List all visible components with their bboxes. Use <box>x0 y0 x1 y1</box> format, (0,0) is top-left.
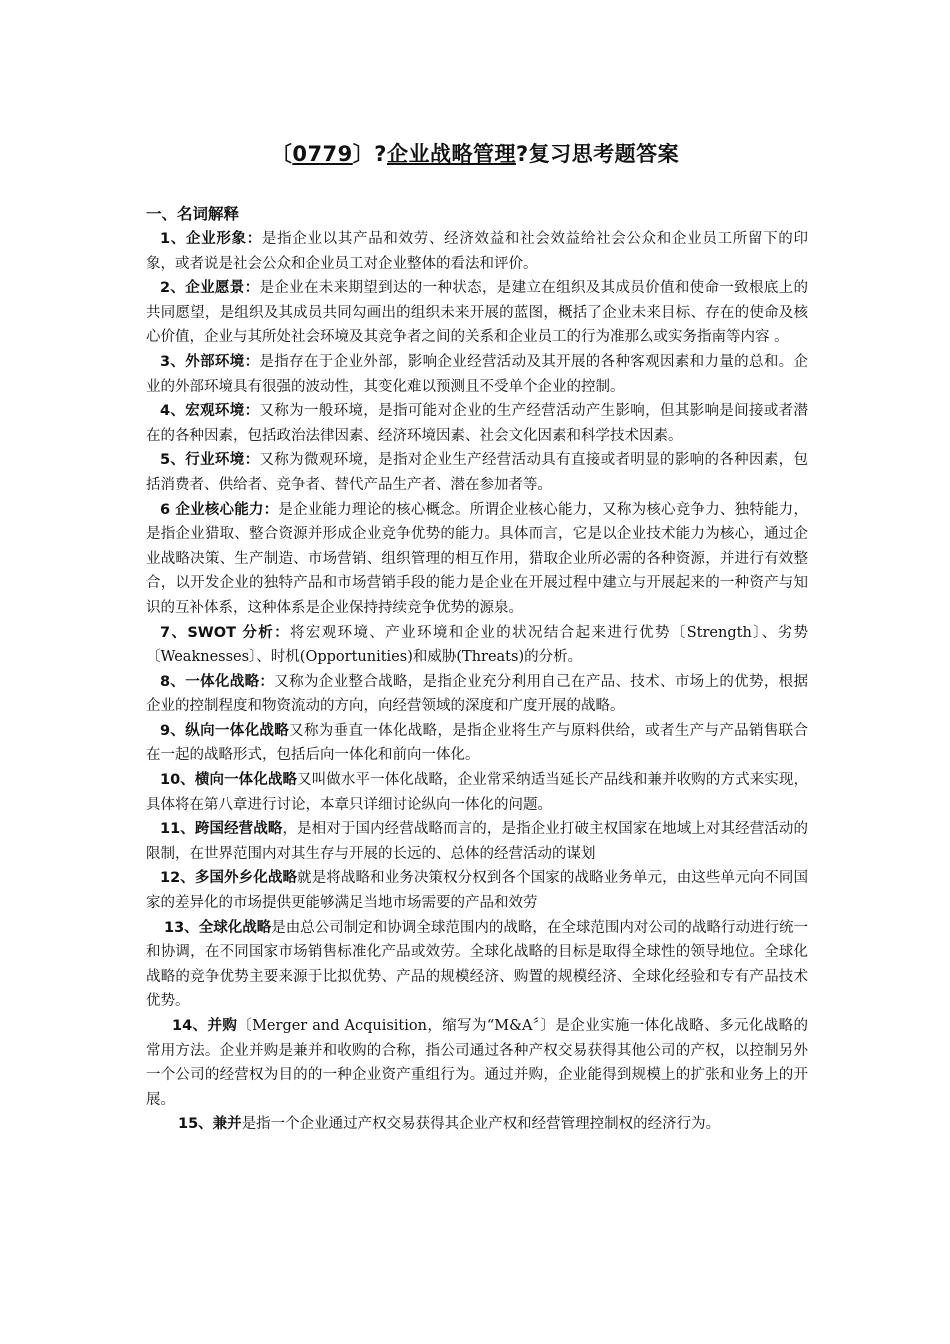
document-body <box>146 201 808 1137</box>
definition-entry <box>146 866 808 915</box>
definition-entry <box>146 916 808 1014</box>
definition-text: 是指企业以其产品和效劳、经济效益和社会效益给社会公众和企业员工所留下的印象，或者说是社会公众和企业员工对企业整体的看法和评价。 <box>146 231 808 272</box>
definition-text: 是企业能力理论的核心概念。所谓企业核心能力，又称为核心竞争力、独特能力，是指企业猎取、整合资源并形成企业竞争优势的能力。具体而言，它是以企业技术能力为核心，通过企业战略决策、生产制造、市场营销、组织管理的相互作用，猎取企业所必需的各种资源，并进行有效整合，以开发企业的独特产品和市场营销手段的能力是企业在开展过程中建立与开展起来的一种资产与知识的互补体系，这种体系是企业保持持续竞争优势的源泉。 <box>146 501 809 616</box>
definition-term: 8、一体化战略： <box>160 673 275 690</box>
definition-term: 1、企业形象： <box>160 231 262 247</box>
definition-term: 4、宏观环境： <box>160 403 260 420</box>
definition-entry <box>146 498 808 621</box>
definition-text: 是指存在于企业外部，影响企业经营活动及其开展的各种客观因素和力量的总和。企业的外部环境具有很强的波动性，其变化难以预测且不受单个企业的控制。 <box>146 353 808 395</box>
definition-term: 15、兼并 <box>178 1116 242 1133</box>
definition-term: 7、SWOT 分析： <box>160 624 291 641</box>
definition-term: 3、外部环境： <box>160 353 260 370</box>
definition-entry <box>146 1014 808 1112</box>
definition-term: 14、并购 <box>172 1018 238 1034</box>
definition-text: 又称为一般环境，是指可能对企业的生产经营活动产生影响，但其影响是间接或者潜在的各种因素，包括政治法律因素、经济环境因素、社会文化因素和科学技术因素。 <box>146 403 808 444</box>
definition-text: 就是将战略和业务决策权分权到各个国家的战略业务单元，由这些单元向不同国家的差异化的市场提供更能够满足当地市场需要的产品和效劳 <box>146 870 809 912</box>
definition-entry <box>146 448 808 497</box>
definition-term: 13、全球化战略 <box>164 919 272 936</box>
definition-term: 10、横向一体化战略 <box>160 772 298 789</box>
definition-text: 又称为微观环境，是指对企业生产经营活动具有直接或者明显的影响的各种因素，包括消费者、供给者、竞争者、替代产品生产者、潜在参加者等。 <box>146 452 808 493</box>
definition-text: 〔Merger and Acquisition，缩写为“M&A〞〕是企业实施一体化战略、多元化战略的常用方法。企业并购是兼并和收购的合称，指公司通过各种产权交易获得其他公司的产权，以控制另外一个公司的经营权为目的的一种企业资产重组行为。通过并购，企业能得到规模上的扩张和业务上的开展。 <box>146 1018 808 1108</box>
definition-entry <box>146 1112 808 1137</box>
definition-text: 是指一个企业通过产权交易获得其企业产权和经营管理控制权的经济行为。 <box>241 1116 721 1133</box>
definition-text: ，是相对于国内经营战略而言的，是指企业打破主权国家在地域上对其经营活动的限制，在世界范围内对其生存与开展的长远的、总体的经营活动的谋划 <box>146 821 808 862</box>
definition-entry <box>146 399 808 448</box>
definition-text: 是由总公司制定和协调全球范围内的战略，在全球范围内对公司的战略行动进行统一和协调，在不同国家市场销售标准化产品或效劳。全球化战略的目标是取得全球性的领导地位。全球化战略的竞争优势主要来源于比拟优势、产品的规模经济、购置的规模经济、全球化经验和专有产品技术优势。 <box>146 919 808 1010</box>
definition-entry <box>146 350 808 399</box>
section-heading: 一、名词解释 <box>146 205 240 223</box>
definition-text: 又叫做水平一体化战略，企业常采纳适当延长产品线和兼并收购的方式来实现，具体将在第八章进行讨论，本章只详细讨论纵向一体化的问题。 <box>146 772 809 813</box>
title-prefix: 〔 <box>270 142 293 166</box>
definition-term: 9、纵向一体化战略 <box>160 722 290 739</box>
title-suffix: ?复习思考题答案 <box>515 142 680 166</box>
definition-text: 又称为垂直一体化战略，是指企业将生产与原料供给，或者生产与产品销售联合在一起的战略形式，包括后向一体化和前向一体化。 <box>146 722 808 764</box>
title-mid: 〕? <box>352 142 387 166</box>
definition-entry <box>146 670 808 719</box>
definition-term: 6 企业核心能力： <box>160 501 279 518</box>
definition-text: 又称为企业整合战略，是指企业充分利用自己在产品、技术、市场上的优势，根据企业的控制程度和物资流动的方向，向经营领域的深度和广度开展的战略。 <box>146 673 809 715</box>
document-title <box>0 138 950 168</box>
definition-term: 12、多国外乡化战略 <box>160 870 298 887</box>
definition-entry <box>146 719 808 768</box>
definition-entry <box>146 227 808 276</box>
definition-entry <box>146 276 808 350</box>
definition-entry <box>146 768 808 817</box>
definition-entry <box>146 621 808 670</box>
title-code: 0779 <box>292 142 353 166</box>
definition-text: 是企业在未来期望到达的一种状态，是建立在组织及其成员价值和使命一致根底上的共同愿望，是组织及其成员共同勾画出的组织未来开展的蓝图，概括了企业未来目标、存在的使命及核心价值，企业与其所处社会环境及其竞争者之间的关系和企业员工的行为准那么或实务指南等内容 。 <box>146 280 808 346</box>
definition-term: 5、行业环境： <box>160 452 260 469</box>
title-course: 企业战略管理 <box>386 142 516 166</box>
definition-term: 11、跨国经营战略 <box>160 821 283 838</box>
definition-term: 2、企业愿景： <box>160 280 260 297</box>
definition-entry <box>146 817 808 866</box>
definition-text: 将宏观环境、产业环境和企业的状况结合起来进行优势〔Strength〕、劣势〔Weaknesses〕、时机(Opportunities)和威胁(Threats)的分析。 <box>146 624 809 666</box>
